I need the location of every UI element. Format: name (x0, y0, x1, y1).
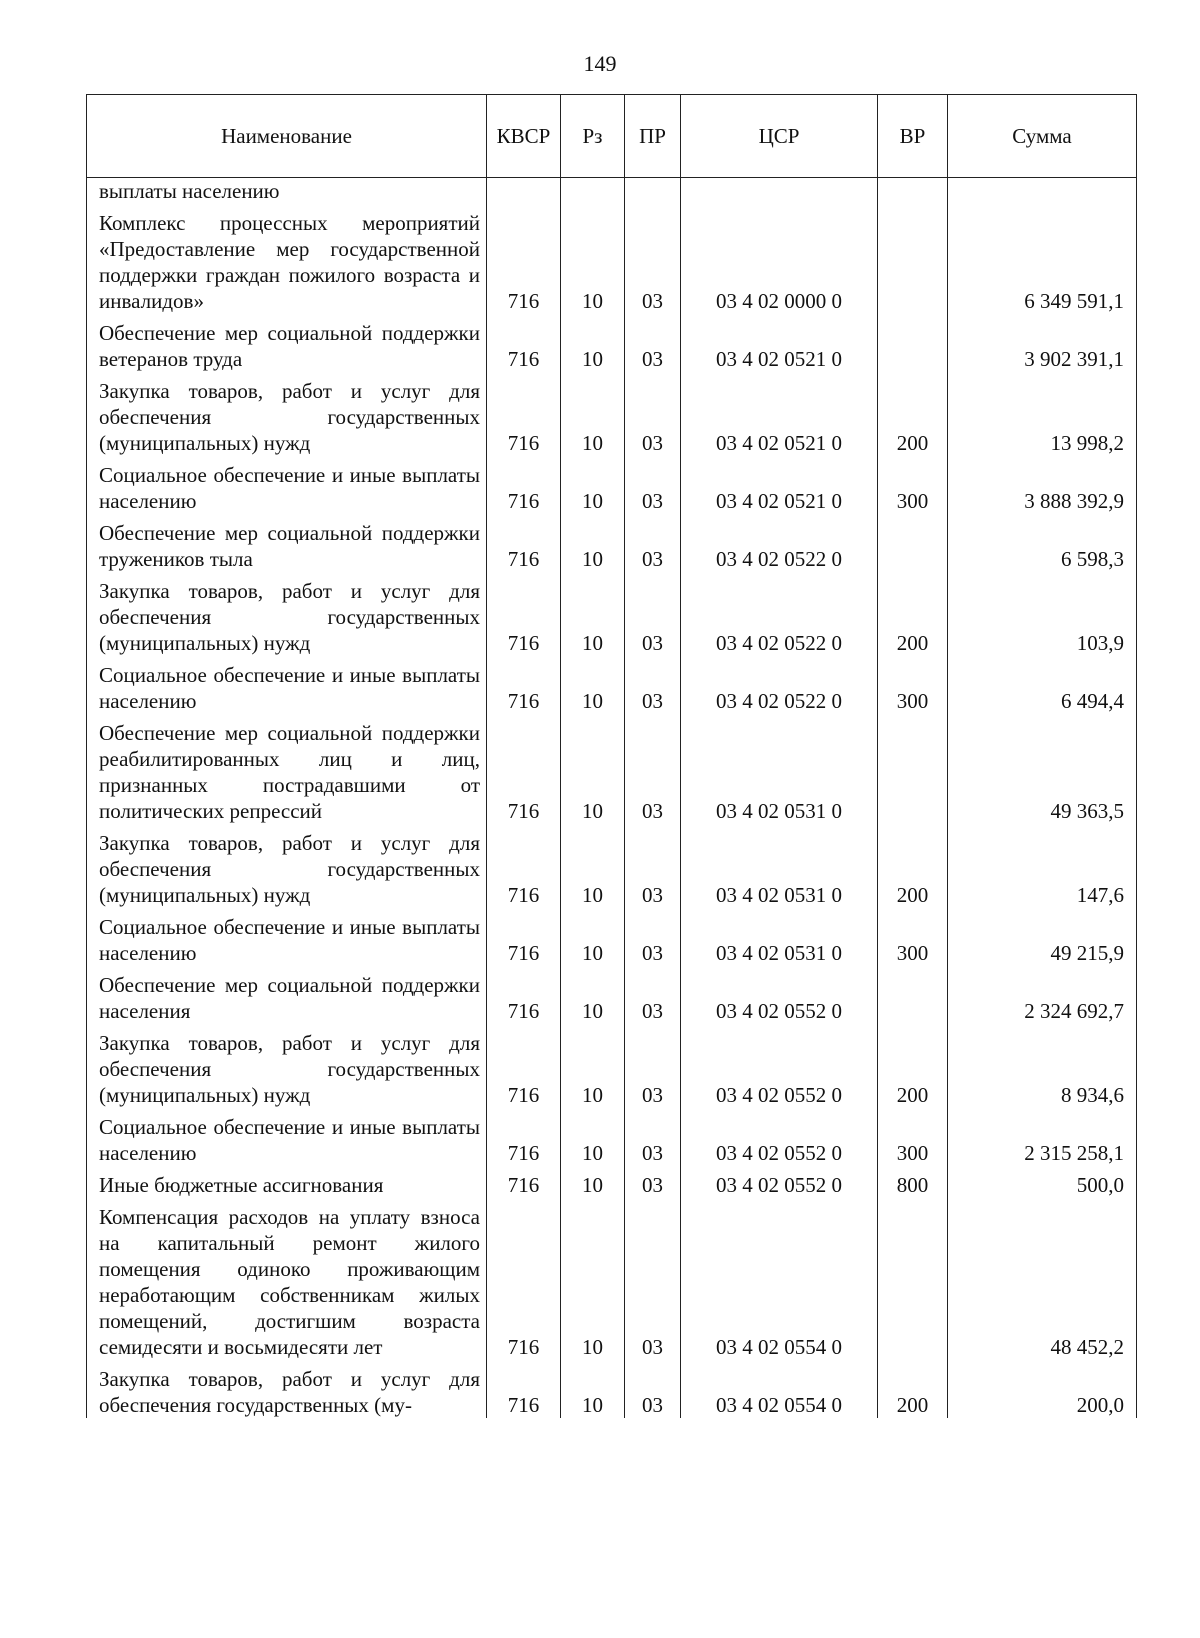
cell-vr: 200 (878, 824, 948, 908)
cell-rz: 10 (561, 1166, 625, 1198)
table-row (87, 456, 1137, 514)
cell-vr (878, 714, 948, 824)
cell-sum: 6 349 591,1 (948, 204, 1137, 314)
cell-sum (948, 178, 1137, 205)
cell-csr: 03 4 02 0522 0 (681, 656, 878, 714)
cell-kvsr: 716 (487, 908, 561, 966)
cell-sum: 500,0 (948, 1166, 1137, 1198)
cell-name: Компенсация расходов на уплату взноса на капитальный ремонт жилого помещения одиноко проживающим неработающим собственникам жилых помещений, достигшим возраста семидесяти и восьмидесяти лет (87, 1198, 487, 1360)
table-row (87, 824, 1137, 908)
cell-rz: 10 (561, 1198, 625, 1360)
cell-pr: 03 (625, 1360, 681, 1418)
cell-vr: 200 (878, 1024, 948, 1108)
cell-sum: 8 934,6 (948, 1024, 1137, 1108)
table-row (87, 908, 1137, 966)
cell-rz: 10 (561, 824, 625, 908)
cell-name: Иные бюджетные ассигнования (87, 1166, 487, 1198)
table-row (87, 372, 1137, 456)
cell-vr: 300 (878, 1108, 948, 1166)
cell-sum: 103,9 (948, 572, 1137, 656)
cell-pr: 03 (625, 824, 681, 908)
cell-vr (878, 314, 948, 372)
cell-rz: 10 (561, 714, 625, 824)
cell-kvsr: 716 (487, 1166, 561, 1198)
cell-kvsr: 716 (487, 204, 561, 314)
header-sum: Сумма (948, 95, 1137, 178)
header-name: Наименование (87, 95, 487, 178)
cell-rz: 10 (561, 314, 625, 372)
cell-rz: 10 (561, 1108, 625, 1166)
table-row (87, 572, 1137, 656)
cell-vr (878, 966, 948, 1024)
cell-pr: 03 (625, 714, 681, 824)
cell-pr: 03 (625, 1024, 681, 1108)
table-row (87, 1108, 1137, 1166)
cell-rz: 10 (561, 908, 625, 966)
cell-pr: 03 (625, 456, 681, 514)
table-row (87, 178, 1137, 205)
cell-rz: 10 (561, 572, 625, 656)
cell-kvsr: 716 (487, 656, 561, 714)
cell-vr: 200 (878, 372, 948, 456)
cell-csr: 03 4 02 0552 0 (681, 1108, 878, 1166)
cell-sum: 6 598,3 (948, 514, 1137, 572)
cell-name: Социальное обеспечение и иные выплаты населению (87, 456, 487, 514)
cell-name: Закупка товаров, работ и услуг для обеспечения государственных (муниципальных) нужд (87, 1024, 487, 1108)
cell-sum: 49 363,5 (948, 714, 1137, 824)
cell-name: Закупка товаров, работ и услуг для обеспечения государственных (му- (87, 1360, 487, 1418)
cell-kvsr: 716 (487, 1198, 561, 1360)
cell-csr: 03 4 02 0531 0 (681, 824, 878, 908)
cell-rz: 10 (561, 1360, 625, 1418)
cell-name: Социальное обеспечение и иные выплаты населению (87, 1108, 487, 1166)
cell-pr: 03 (625, 1198, 681, 1360)
cell-kvsr: 716 (487, 456, 561, 514)
cell-csr: 03 4 02 0552 0 (681, 1166, 878, 1198)
table-row (87, 1024, 1137, 1108)
cell-csr: 03 4 02 0531 0 (681, 714, 878, 824)
cell-sum: 49 215,9 (948, 908, 1137, 966)
header-rz: Рз (561, 95, 625, 178)
table-header (87, 95, 1137, 178)
header-kvsr: КВСР (487, 95, 561, 178)
cell-rz: 10 (561, 204, 625, 314)
cell-pr (625, 178, 681, 205)
cell-rz: 10 (561, 514, 625, 572)
cell-kvsr: 716 (487, 572, 561, 656)
cell-csr: 03 4 02 0521 0 (681, 372, 878, 456)
cell-kvsr: 716 (487, 714, 561, 824)
table-row (87, 314, 1137, 372)
cell-vr (878, 204, 948, 314)
cell-vr (878, 178, 948, 205)
cell-name: Обеспечение мер социальной поддержки реабилитированных лиц и лиц, признанных пострадавшими от политических репрессий (87, 714, 487, 824)
cell-vr: 300 (878, 456, 948, 514)
cell-kvsr: 716 (487, 314, 561, 372)
table-row (87, 1360, 1137, 1418)
cell-vr: 300 (878, 656, 948, 714)
cell-sum: 48 452,2 (948, 1198, 1137, 1360)
cell-name: Закупка товаров, работ и услуг для обеспечения государственных (муниципальных) нужд (87, 572, 487, 656)
cell-kvsr: 716 (487, 966, 561, 1024)
cell-pr: 03 (625, 966, 681, 1024)
cell-name: Социальное обеспечение и иные выплаты населению (87, 908, 487, 966)
cell-kvsr: 716 (487, 514, 561, 572)
cell-pr: 03 (625, 514, 681, 572)
cell-csr: 03 4 02 0554 0 (681, 1198, 878, 1360)
table-row (87, 514, 1137, 572)
cell-csr: 03 4 02 0521 0 (681, 456, 878, 514)
cell-vr: 200 (878, 572, 948, 656)
cell-pr: 03 (625, 372, 681, 456)
cell-vr (878, 514, 948, 572)
cell-name: Социальное обеспечение и иные выплаты населению (87, 656, 487, 714)
cell-csr: 03 4 02 0521 0 (681, 314, 878, 372)
table-row (87, 1166, 1137, 1198)
cell-sum: 147,6 (948, 824, 1137, 908)
cell-kvsr: 716 (487, 1024, 561, 1108)
table-row (87, 656, 1137, 714)
table-body (87, 178, 1137, 1419)
cell-vr: 800 (878, 1166, 948, 1198)
cell-pr: 03 (625, 1108, 681, 1166)
cell-kvsr: 716 (487, 372, 561, 456)
cell-pr: 03 (625, 314, 681, 372)
cell-csr: 03 4 02 0552 0 (681, 1024, 878, 1108)
cell-rz: 10 (561, 656, 625, 714)
cell-csr: 03 4 02 0522 0 (681, 572, 878, 656)
cell-csr: 03 4 02 0522 0 (681, 514, 878, 572)
budget-table (86, 94, 1137, 1418)
cell-vr: 300 (878, 908, 948, 966)
cell-name: выплаты населению (87, 178, 487, 205)
header-pr: ПР (625, 95, 681, 178)
cell-rz: 10 (561, 456, 625, 514)
cell-vr: 200 (878, 1360, 948, 1418)
cell-csr: 03 4 02 0554 0 (681, 1360, 878, 1418)
cell-pr: 03 (625, 572, 681, 656)
cell-pr: 03 (625, 656, 681, 714)
cell-rz: 10 (561, 966, 625, 1024)
cell-csr (681, 178, 878, 205)
cell-name: Закупка товаров, работ и услуг для обеспечения государственных (муниципальных) нужд (87, 824, 487, 908)
cell-pr: 03 (625, 908, 681, 966)
cell-rz: 10 (561, 372, 625, 456)
table-row (87, 204, 1137, 314)
cell-sum: 3 888 392,9 (948, 456, 1137, 514)
cell-sum: 2 315 258,1 (948, 1108, 1137, 1166)
cell-csr: 03 4 02 0000 0 (681, 204, 878, 314)
cell-name: Обеспечение мер социальной поддержки тружеников тыла (87, 514, 487, 572)
cell-rz (561, 178, 625, 205)
cell-name: Обеспечение мер социальной поддержки населения (87, 966, 487, 1024)
cell-sum: 200,0 (948, 1360, 1137, 1418)
cell-csr: 03 4 02 0552 0 (681, 966, 878, 1024)
cell-pr: 03 (625, 204, 681, 314)
cell-kvsr: 716 (487, 1360, 561, 1418)
cell-kvsr: 716 (487, 824, 561, 908)
page-number: 149 (583, 51, 617, 76)
cell-rz: 10 (561, 1024, 625, 1108)
cell-pr: 03 (625, 1166, 681, 1198)
cell-vr (878, 1198, 948, 1360)
cell-name: Закупка товаров, работ и услуг для обеспечения государственных (муниципальных) нужд (87, 372, 487, 456)
cell-kvsr: 716 (487, 1108, 561, 1166)
table-row (87, 714, 1137, 824)
cell-sum: 13 998,2 (948, 372, 1137, 456)
cell-sum: 6 494,4 (948, 656, 1137, 714)
cell-csr: 03 4 02 0531 0 (681, 908, 878, 966)
table-row (87, 966, 1137, 1024)
cell-sum: 2 324 692,7 (948, 966, 1137, 1024)
header-csr: ЦСР (681, 95, 878, 178)
cell-name: Обеспечение мер социальной поддержки ветеранов труда (87, 314, 487, 372)
cell-name: Комплекс процессных мероприятий «Предоставление мер государственной поддержки граждан пожилого возраста и инвалидов» (87, 204, 487, 314)
header-vr: ВР (878, 95, 948, 178)
cell-kvsr (487, 178, 561, 205)
cell-sum: 3 902 391,1 (948, 314, 1137, 372)
table-row (87, 1198, 1137, 1360)
